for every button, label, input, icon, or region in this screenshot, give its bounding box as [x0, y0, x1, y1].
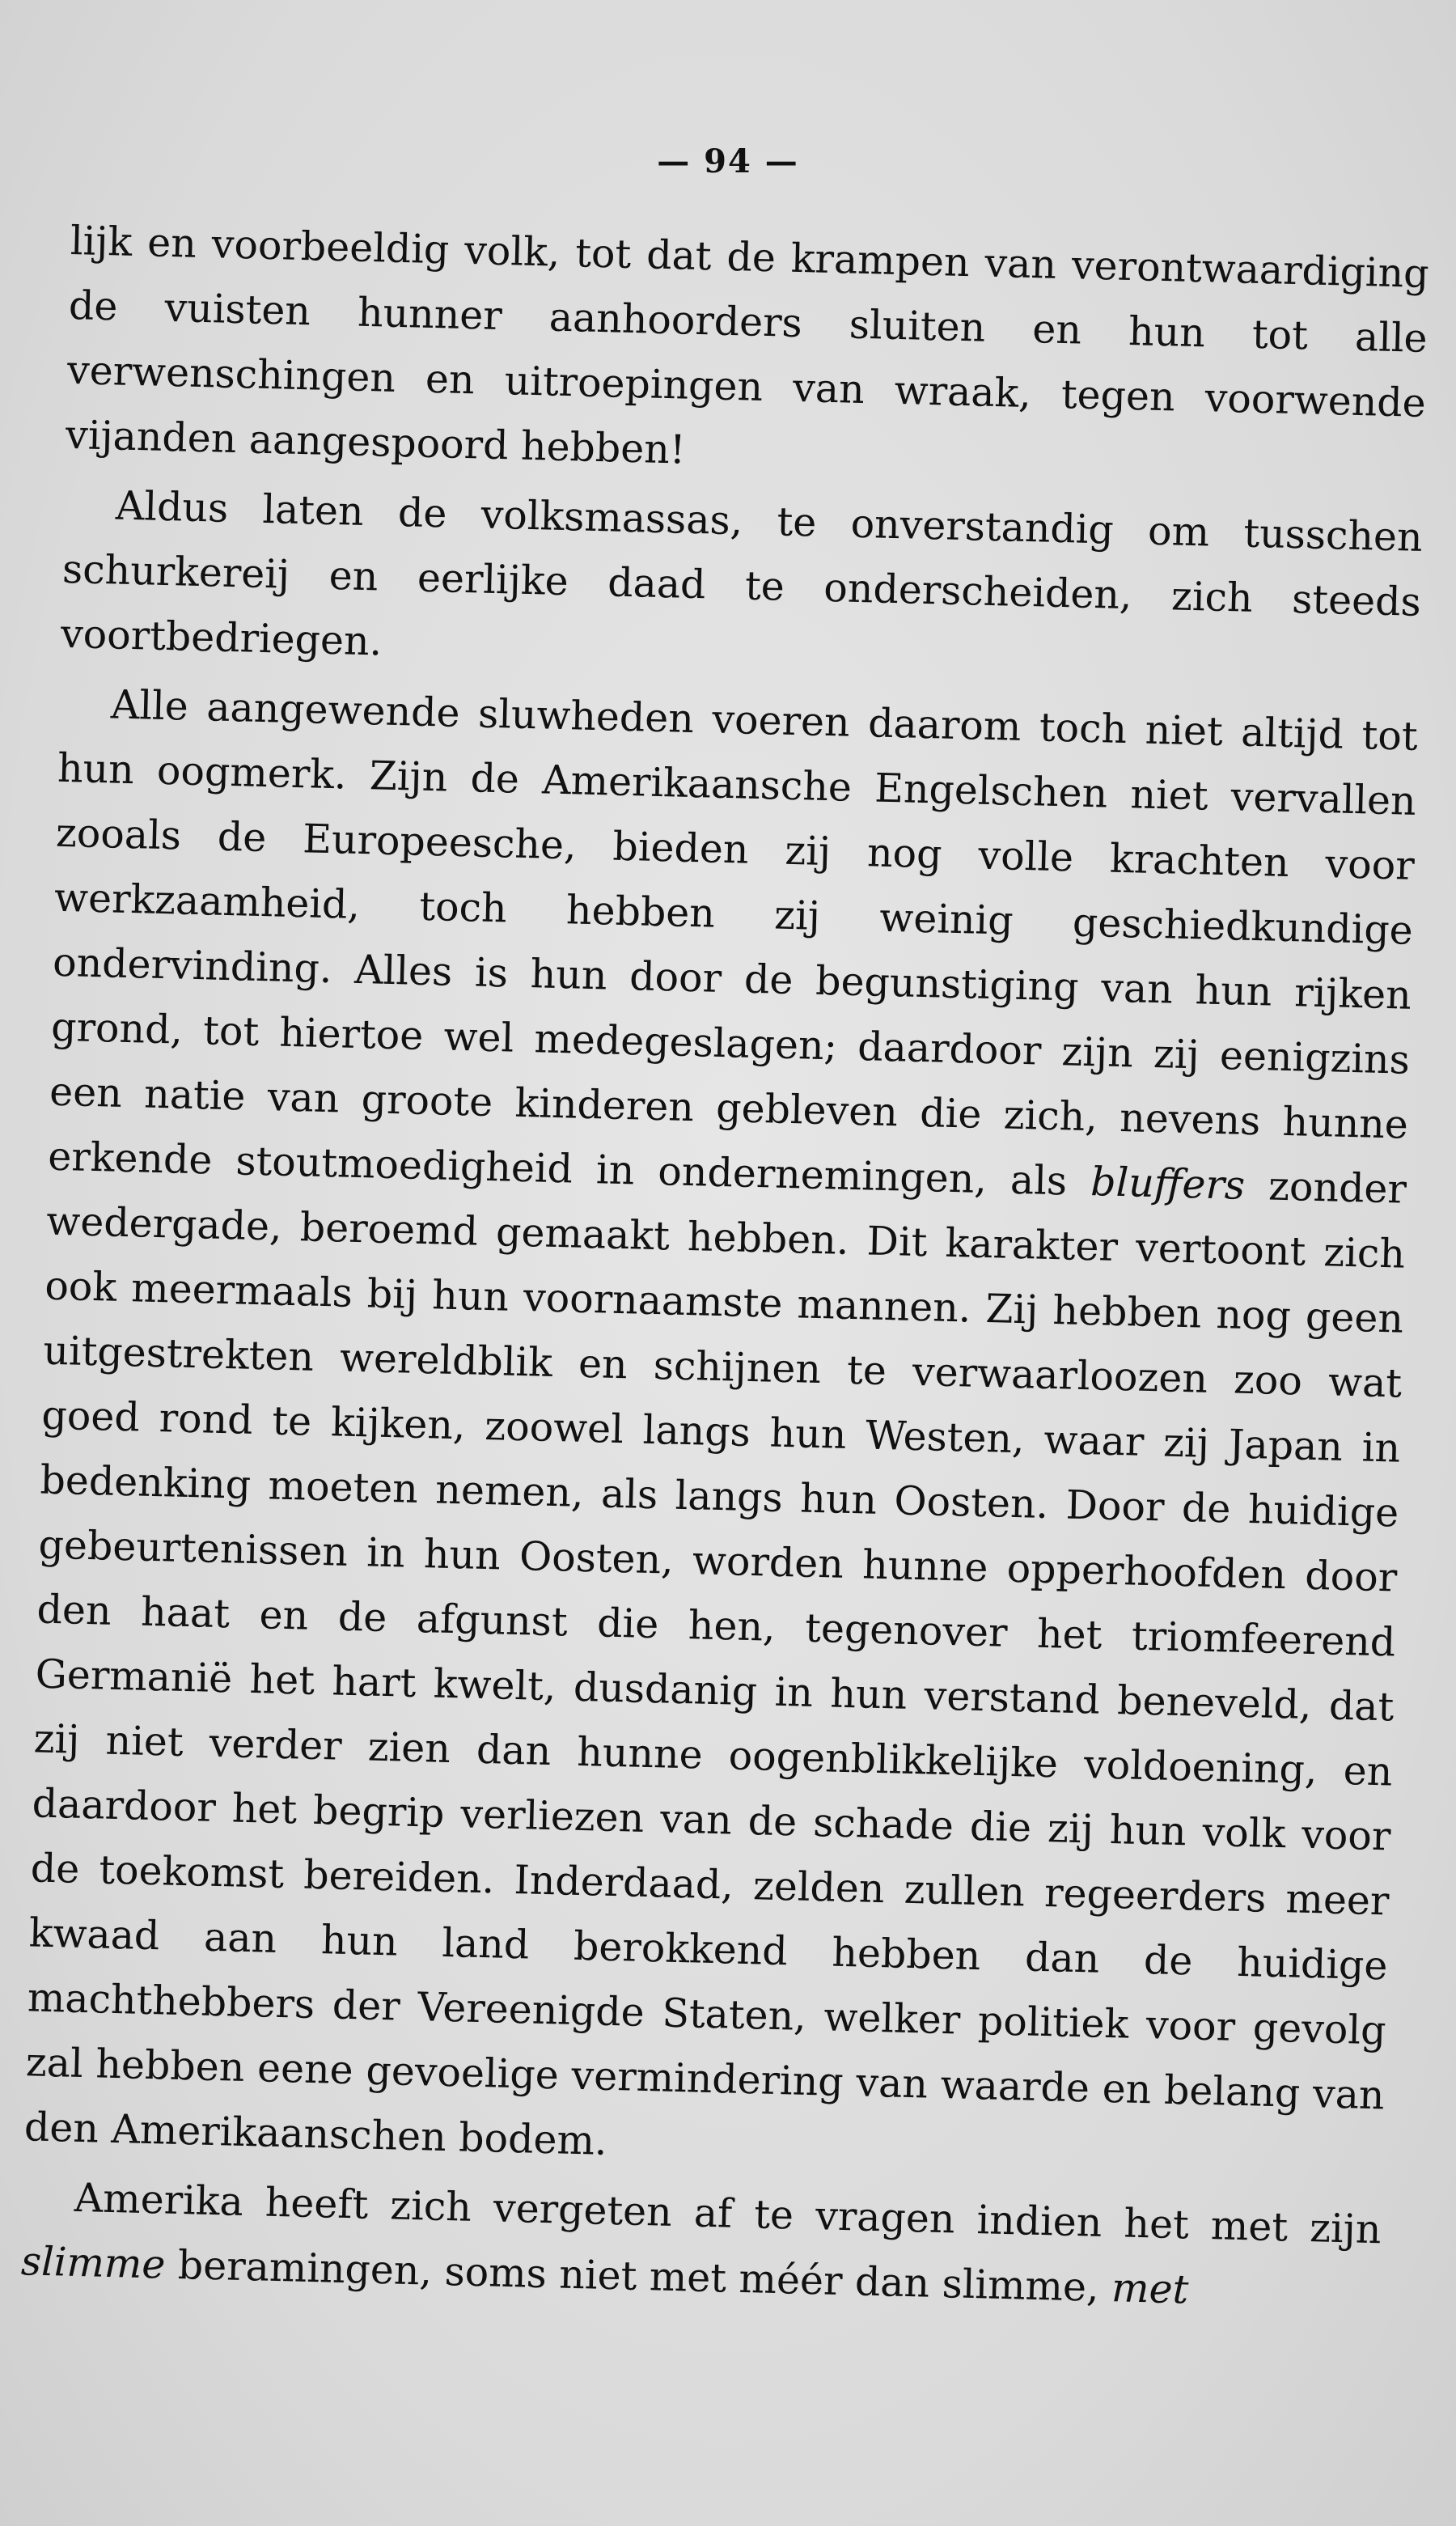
- paragraph-4: [20, 2164, 1382, 2327]
- paragraph-3-text-start: Alle aangewende sluwheden voeren daarom toch niet altijd tot hun oogmerk. Zijn de Amerikaansche Engelschen niet vervallen zooals de Europeesche, bieden zij nog volle krachten voor werkzaamheid, toch hebben zij weinig geschiedkundige ondervinding. Alles is hun door de begunstiging van hun rijken grond, tot hiertoe wel medegeslagen; daardoor zijn zij eenigzins een natie van groote kinderen gebleven die zich, nevens hunne erkende stoutmoedigheid in ondernemingen, als: [47, 681, 1419, 1206]
- paragraph-4-emphasis-2: met: [1111, 2265, 1189, 2313]
- paragraph-1: lijk en voorbeeldig volk, tot dat de krampen van verontwaardiging de vuisten hunner aanhoorders sluiten en hun tot alle verwenschingen en uitroepingen van wraak, tegen voorwende vijanden aangespoord hebben!: [65, 217, 1430, 473]
- body-text: [20, 209, 1430, 2332]
- paragraph-3: [23, 672, 1418, 2193]
- paragraph-4-emphasis: slimme: [20, 2238, 167, 2288]
- page-number: — 94 —: [657, 142, 799, 180]
- paragraph-2: Aldus laten de volksmassas, te onverstandig om tusschen schurkereij en eerlijke daad te onderscheiden, zich steeds voortbedriegen.: [60, 482, 1424, 665]
- paragraph-3-text-end: zonder wedergade, beroemd gemaakt hebben. Dit karakter vertoont zich ook meermaals bij hun voornaamste mannen. Zij hebben nog geen uitgestrekten wereldblik en schijnen te verwaarloozen zoo wat goed rond te kijken, zoowel langs hun Westen, waar zij Japan in bedenking moeten nemen, als langs hun Oosten. Door de huidige gebeurtenissen in hun Oosten, worden hunne opperhoofden door den haat en de afgunst die hen, tegenover het triomfeerend Germanië het hart kwelt, dusdanig in hun verstand beneveld, dat zij niet verder zien dan hunne oogenblikkelijke voldoening, en daardoor het begrip verliezen van de schade die zij hun volk voor de toekomst bereiden. Inderdaad, zelden zullen regeerders meer kwaad aan hun land berokkend hebben dan de huidige machthebbers der Vereenigde Staten, welker politiek voor gevolg zal hebben eene gevoelige vermindering van waarde en belang van den Amerikaanschen bodem.: [23, 1162, 1407, 2164]
- paragraph-3-emphasis: bluffers: [1090, 1159, 1246, 1209]
- paragraph-4-text-middle: beramingen, soms niet met méér dan slimme,: [164, 2241, 1112, 2312]
- paragraph-4-text-start: Amerika heeft zich vergeten af te vragen indien het met zijn: [74, 2174, 1382, 2253]
